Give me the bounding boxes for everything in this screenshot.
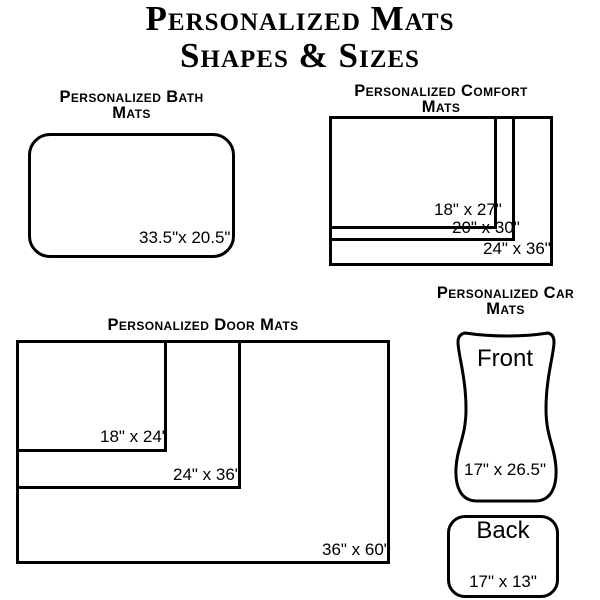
back-mat-size-label: 17" x 13": [469, 572, 537, 591]
comfort-mat-size-label: 20" x 30": [452, 218, 520, 237]
front-mat-size-label: 17" x 26.5": [463, 460, 546, 479]
car-mats-heading-line-1: Personalized Car: [436, 284, 575, 302]
car-mats-heading: [423, 286, 588, 317]
door-mats-heading-line-1: Personalized Door Mats: [107, 316, 299, 334]
comfort-mats-heading: [325, 84, 557, 115]
car-mats-heading-line-2: Mats: [486, 299, 525, 318]
door-mat-size-label: 18" x 24": [100, 427, 168, 446]
door-mat-size-label: 36" x 60": [322, 540, 390, 559]
door-mats-heading: [16, 318, 390, 334]
front-mat-label: Front: [476, 345, 533, 372]
comfort-mat-size-label: 18" x 27": [434, 200, 502, 219]
page-title-line-1: Personalized Mats: [145, 0, 455, 38]
comfort-mat-size-label: 24" x 36": [483, 239, 551, 258]
comfort-mats-heading-line-1: Personalized Comfort: [354, 82, 528, 100]
bath-mat-size-label: 33.5"x 20.5": [139, 228, 231, 247]
page-title-line-2: Shapes & Sizes: [180, 36, 420, 75]
page-title: [0, 0, 600, 74]
back-mat-label: Back: [476, 517, 530, 544]
door-mat-size-label: 24" x 36": [173, 465, 241, 484]
bath-mats-heading: [28, 90, 235, 121]
bath-mats-heading-line-2: Mats: [112, 103, 151, 122]
comfort-mats-heading-line-2: Mats: [421, 97, 461, 116]
bath-mats-heading-line-1: Personalized Bath: [59, 88, 204, 106]
